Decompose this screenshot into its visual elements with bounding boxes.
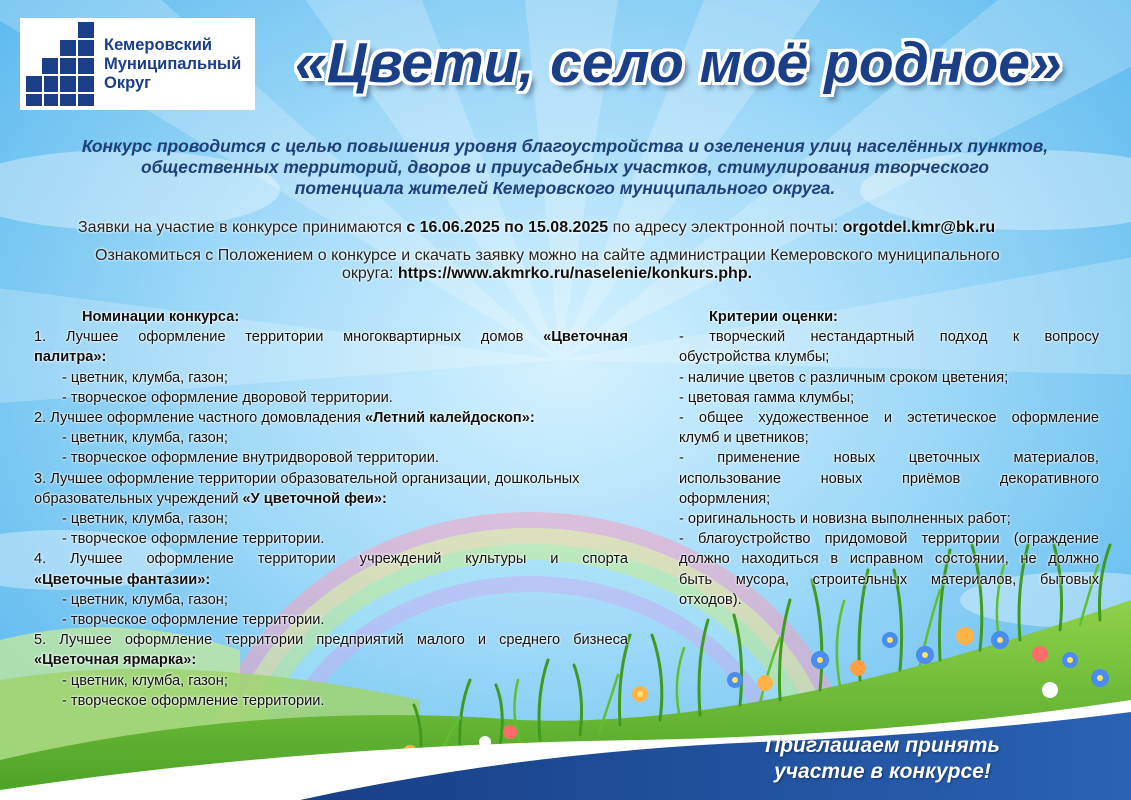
logo-line-3: Округ xyxy=(104,74,152,92)
info-prefix: округа: xyxy=(342,265,398,282)
nomination-3-text: образовательных учреждений xyxy=(34,490,243,507)
criterion-5-line-2: использование новых приёмов декоративного xyxy=(679,470,1099,487)
nomination-1-name-end: палитра»: xyxy=(34,349,107,366)
nominations-heading: Номинации конкурса: xyxy=(82,309,240,325)
criterion-6: - оригинальность и новизна выполненных работ; xyxy=(679,511,1011,528)
nomination-2-item-1: - цветник, клумба, газон; xyxy=(62,430,228,447)
nomination-5-name: «Цветочная ярмарка»: xyxy=(34,652,197,669)
intro-line-1: Конкурс проводится с целью повышения уровня благоустройства и озеленения улиц населённых пунктов, xyxy=(81,136,1049,156)
criterion-5-line-1: - применение новых цветочных материалов, xyxy=(679,450,1099,467)
nomination-5-line-1: 5. Лучшее оформление территории предприятий малого и среднего бизнеса xyxy=(34,632,628,649)
cta-line-2: участие в конкурсе! xyxy=(774,760,991,783)
nomination-4-name: «Цветочные фантазии»: xyxy=(34,571,211,588)
nomination-2-text: 2. Лучшее оформление частного домовладения xyxy=(34,410,365,427)
nomination-3-item-2: - творческое оформление территории. xyxy=(62,531,325,548)
nomination-1-text: 1. Лучшее оформление территории многоквартирных домов xyxy=(34,329,544,346)
criteria-section xyxy=(679,307,1099,610)
cta-line-1: Приглашаем принять xyxy=(765,734,1000,757)
nomination-1-item-1: - цветник, клумба, газон; xyxy=(62,369,228,386)
criterion-4-line-2: клумб и цветников; xyxy=(679,430,809,447)
logo-line-1: Кемеровский xyxy=(104,36,213,54)
nomination-2-name: «Летний калейдоскоп»: xyxy=(364,410,535,427)
criterion-5-line-3: оформления; xyxy=(679,490,771,507)
criteria-heading: Критерии оценки: xyxy=(709,309,838,325)
application-email: orgotdel.kmr@bk.ru xyxy=(842,219,996,236)
nomination-5-item-2: - творческое оформление территории. xyxy=(62,692,325,709)
criterion-7-line-3: быть мусора, строительных материалов, бытовых xyxy=(679,571,1099,588)
nomination-4-item-1: - цветник, клумба, газон; xyxy=(62,591,228,608)
nomination-3-item-1: - цветник, клумба, газон; xyxy=(62,511,228,528)
nomination-1-item-2: - творческое оформление дворовой территории. xyxy=(62,389,393,406)
nomination-4-line-1: 4. Лучшее оформление территории учреждений культуры и спорта xyxy=(34,551,628,568)
criterion-4-line-1: - общее художественное и эстетическое оформление xyxy=(679,410,1099,427)
nomination-4-item-2: - творческое оформление территории. xyxy=(62,612,325,629)
nomination-3-line-1: 3. Лучшее оформление территории образовательной организации, дошкольных xyxy=(34,470,580,487)
application-middle: по адресу электронной почты: xyxy=(608,219,843,236)
nomination-3-name: «У цветочной феи»: xyxy=(242,490,387,507)
criterion-1-line-2: обустройства клумбы; xyxy=(679,349,830,366)
criterion-7-line-4: отходов). xyxy=(679,591,742,608)
nomination-5-item-1: - цветник, клумба, газон; xyxy=(62,672,228,689)
nomination-1 xyxy=(34,327,628,347)
nominations-section xyxy=(34,307,628,711)
nomination-2 xyxy=(34,408,628,428)
criterion-7-line-1: - благоустройство придомовой территории (ограждение xyxy=(679,531,1099,548)
application-prefix: Заявки на участие в конкурсе принимаются xyxy=(78,219,407,236)
application-dates: с 16.06.2025 по 15.08.2025 xyxy=(406,219,609,236)
criterion-7-line-2: должно находиться в исправном состоянии, не должно xyxy=(679,551,1099,568)
logo-line-2: Муниципальный xyxy=(104,55,242,73)
page-title: «Цвети, село моё родное» xyxy=(295,31,1062,95)
criterion-2: - наличие цветов с различным сроком цветения; xyxy=(679,369,1009,386)
info-line-1: Ознакомиться с Положением о конкурсе и скачать заявку можно на сайте администрации Кемеровского муниципального xyxy=(95,247,1000,264)
criterion-3: - цветовая гамма клумбы; xyxy=(679,389,855,406)
intro-line-3: потенциала жителей Кемеровского муниципального округа. xyxy=(294,178,836,198)
website-link[interactable]: https://www.akmrko.ru/naselenie/konkurs.php. xyxy=(397,265,753,282)
call-to-action xyxy=(720,733,1045,785)
intro-line-2: общественных территорий, дворов и приусадебных участков, стимулирования творческого xyxy=(141,157,989,177)
nomination-2-item-2: - творческое оформление внутридворовой территории. xyxy=(62,450,439,467)
criterion-1-line-1: - творческий нестандартный подход к вопросу xyxy=(679,329,1099,346)
nomination-1-name: «Цветочная xyxy=(543,329,628,346)
nomination-3 xyxy=(34,489,628,509)
